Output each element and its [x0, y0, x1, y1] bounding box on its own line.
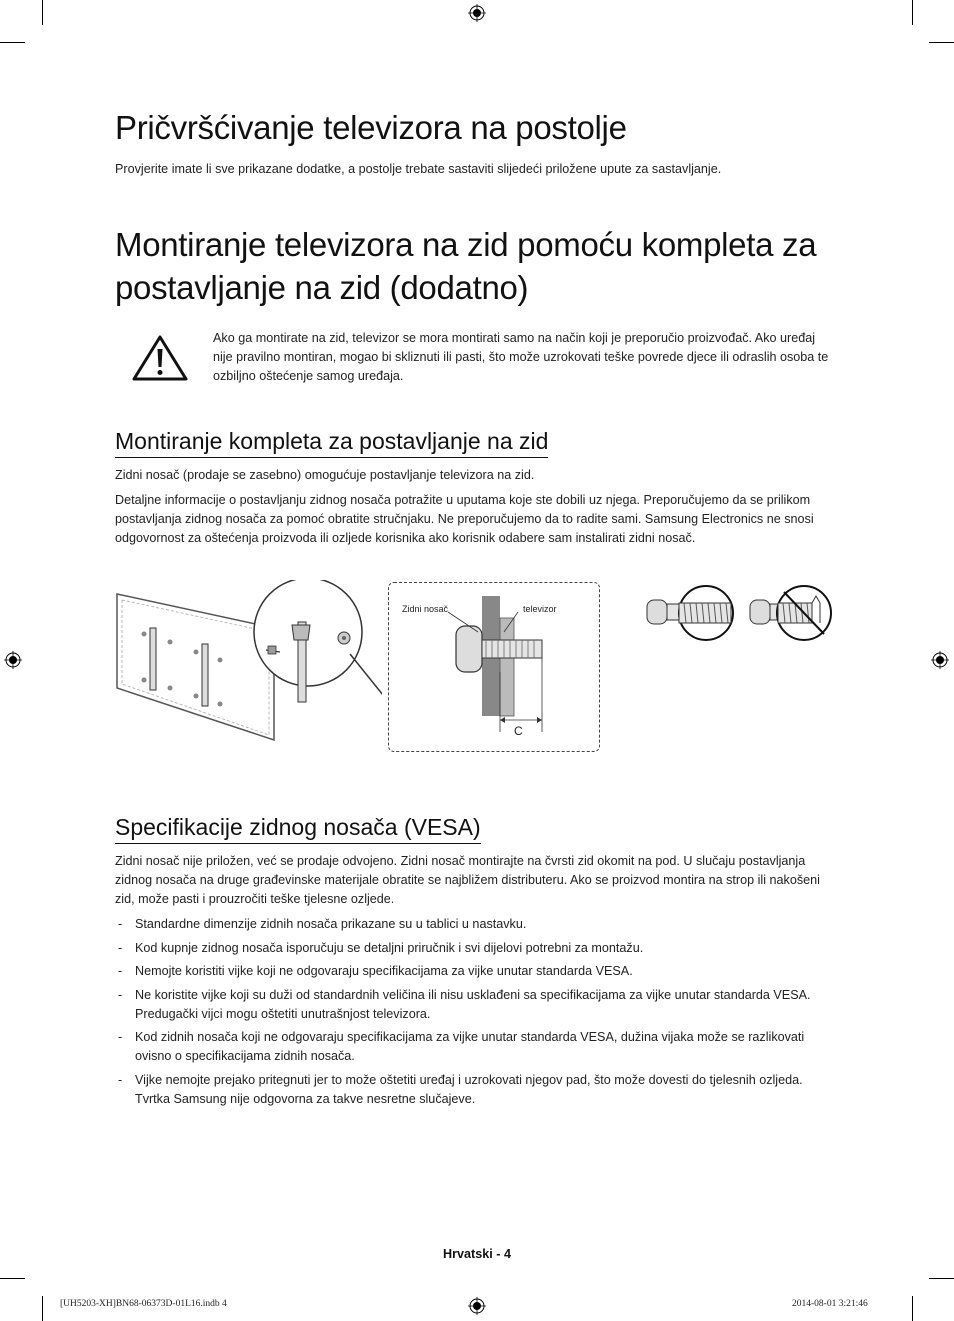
crop-mark [912, 1296, 913, 1321]
warning-text: Ako ga montirate na zid, televizor se mora montirati samo na način koji je preporučio proizvođač. Ako uređaj nije pravilno montiran, mogao bi skliznuti ili pasti, što može uzrokovati teške povrede djece ili odraslih osoba te ozbiljno oštećenje samog uređaja. [213, 331, 829, 383]
label-tv: televizor [523, 604, 557, 614]
label-dimension-c: C [514, 724, 523, 738]
crop-mark [0, 42, 25, 43]
registration-mark-icon [468, 1297, 486, 1315]
crop-mark [929, 42, 954, 43]
section-kit-paragraph-1: Zidni nosač (prodaje se zasebno) omogućuje postavljanje televizora na zid. [115, 468, 535, 482]
registration-mark-icon [4, 651, 22, 669]
vesa-bullet-list [115, 915, 840, 1113]
intro-stand-text: Provjerite imate li sve prikazane dodatke, a postolje trebate sastaviti slijedeći priložene upute za sastavljanje. [115, 162, 722, 176]
crop-mark [0, 1278, 25, 1279]
list-item: - Kod zidnih nosača koji ne odgovaraju specifikacijama za vijke unutar standarda VESA, dužina vijaka može se razlikovati ovisno o specifikacijama zidnih nosača. [118, 1030, 805, 1063]
imprint-right: 2014-08-01 3:21:46 [792, 1299, 868, 1309]
section-kit-paragraph-2: Detaljne informacije o postavljanju zidnog nosača potražite u uputama koje ste dobili uz njega. Preporučujemo da se prilikom postavljanja zidnog nosača za pomoć obratite stručnjaku. Ne preporučujemo da to radite sami. Samsung Electronics ne snosi odgovornost za oštećenja proizvoda ili ozljede korisnika ako korisnik odabere sam instalirati zidni nosač. [115, 493, 814, 545]
page-footer: Hrvatski - 4 [443, 1247, 511, 1261]
page-title-wall-line2: postavljanje na zid (dodatno) [115, 269, 529, 306]
wall-mount-illustration [112, 580, 382, 750]
crop-mark [42, 0, 43, 25]
page-title-wall-line1: Montiranje televizora na zid pomoću kompleta za [115, 226, 817, 263]
list-item: - Kod kupnje zidnog nosača isporučuju se detaljni priručnik i svi dijelovi potrebni za montažu. [118, 940, 644, 955]
registration-mark-icon [931, 651, 949, 669]
list-item: - Ne koristite vijke koji su duži od standardnih veličina ili nisu usklađeni sa specifikacijama za vijke unutar standarda VESA. Predugački vijci mogu oštetiti unutrašnjost televizora. [118, 987, 811, 1021]
list-item: - Vijke nemojte prejako pritegnuti jer to može oštetiti uređaj i uzrokovati njegov pad, što može dovesti do tjelesnih ozljeda. Tvrtka Samsung nije odgovorna za takve nesretne slučajeve. [118, 1072, 803, 1106]
screw-illustration [642, 582, 842, 644]
list-item: - Nemojte koristiti vijke koji ne odgovaraju specifikacijama za vijke unutar standarda VESA. [118, 964, 633, 978]
section-vesa-title: Specifikacije zidnog nosača (VESA) [115, 813, 481, 844]
section-vesa-paragraph: Zidni nosač nije priložen, već se prodaje odvojeno. Zidni nosač montirajte na čvrsti zid okomit na pod. U slučaju postavljanja zidnog nosača na druge građevinske materijale obratite se najbližem distributeru. Ako se proizvod montira na strop ili nakošeni zid, može pasti i prouzročiti teške tjelesne ozljede. [115, 854, 820, 906]
list-item: - Standardne dimenzije zidnih nosača prikazane su u tablici u nastavku. [118, 917, 527, 931]
crop-mark [912, 0, 913, 25]
page-title-stand: Pričvršćivanje televizora na postolje [115, 109, 627, 146]
registration-mark-icon [468, 4, 486, 22]
crop-mark [929, 1278, 954, 1279]
section-kit-title: Montiranje kompleta za postavljanje na zid [115, 427, 548, 458]
imprint-left: [UH5203-XH]BN68-06373D-01L16.indb 4 [60, 1299, 227, 1309]
label-bracket: Zidni nosač [402, 604, 449, 614]
warning-icon [131, 334, 189, 382]
crop-mark [42, 1296, 43, 1321]
